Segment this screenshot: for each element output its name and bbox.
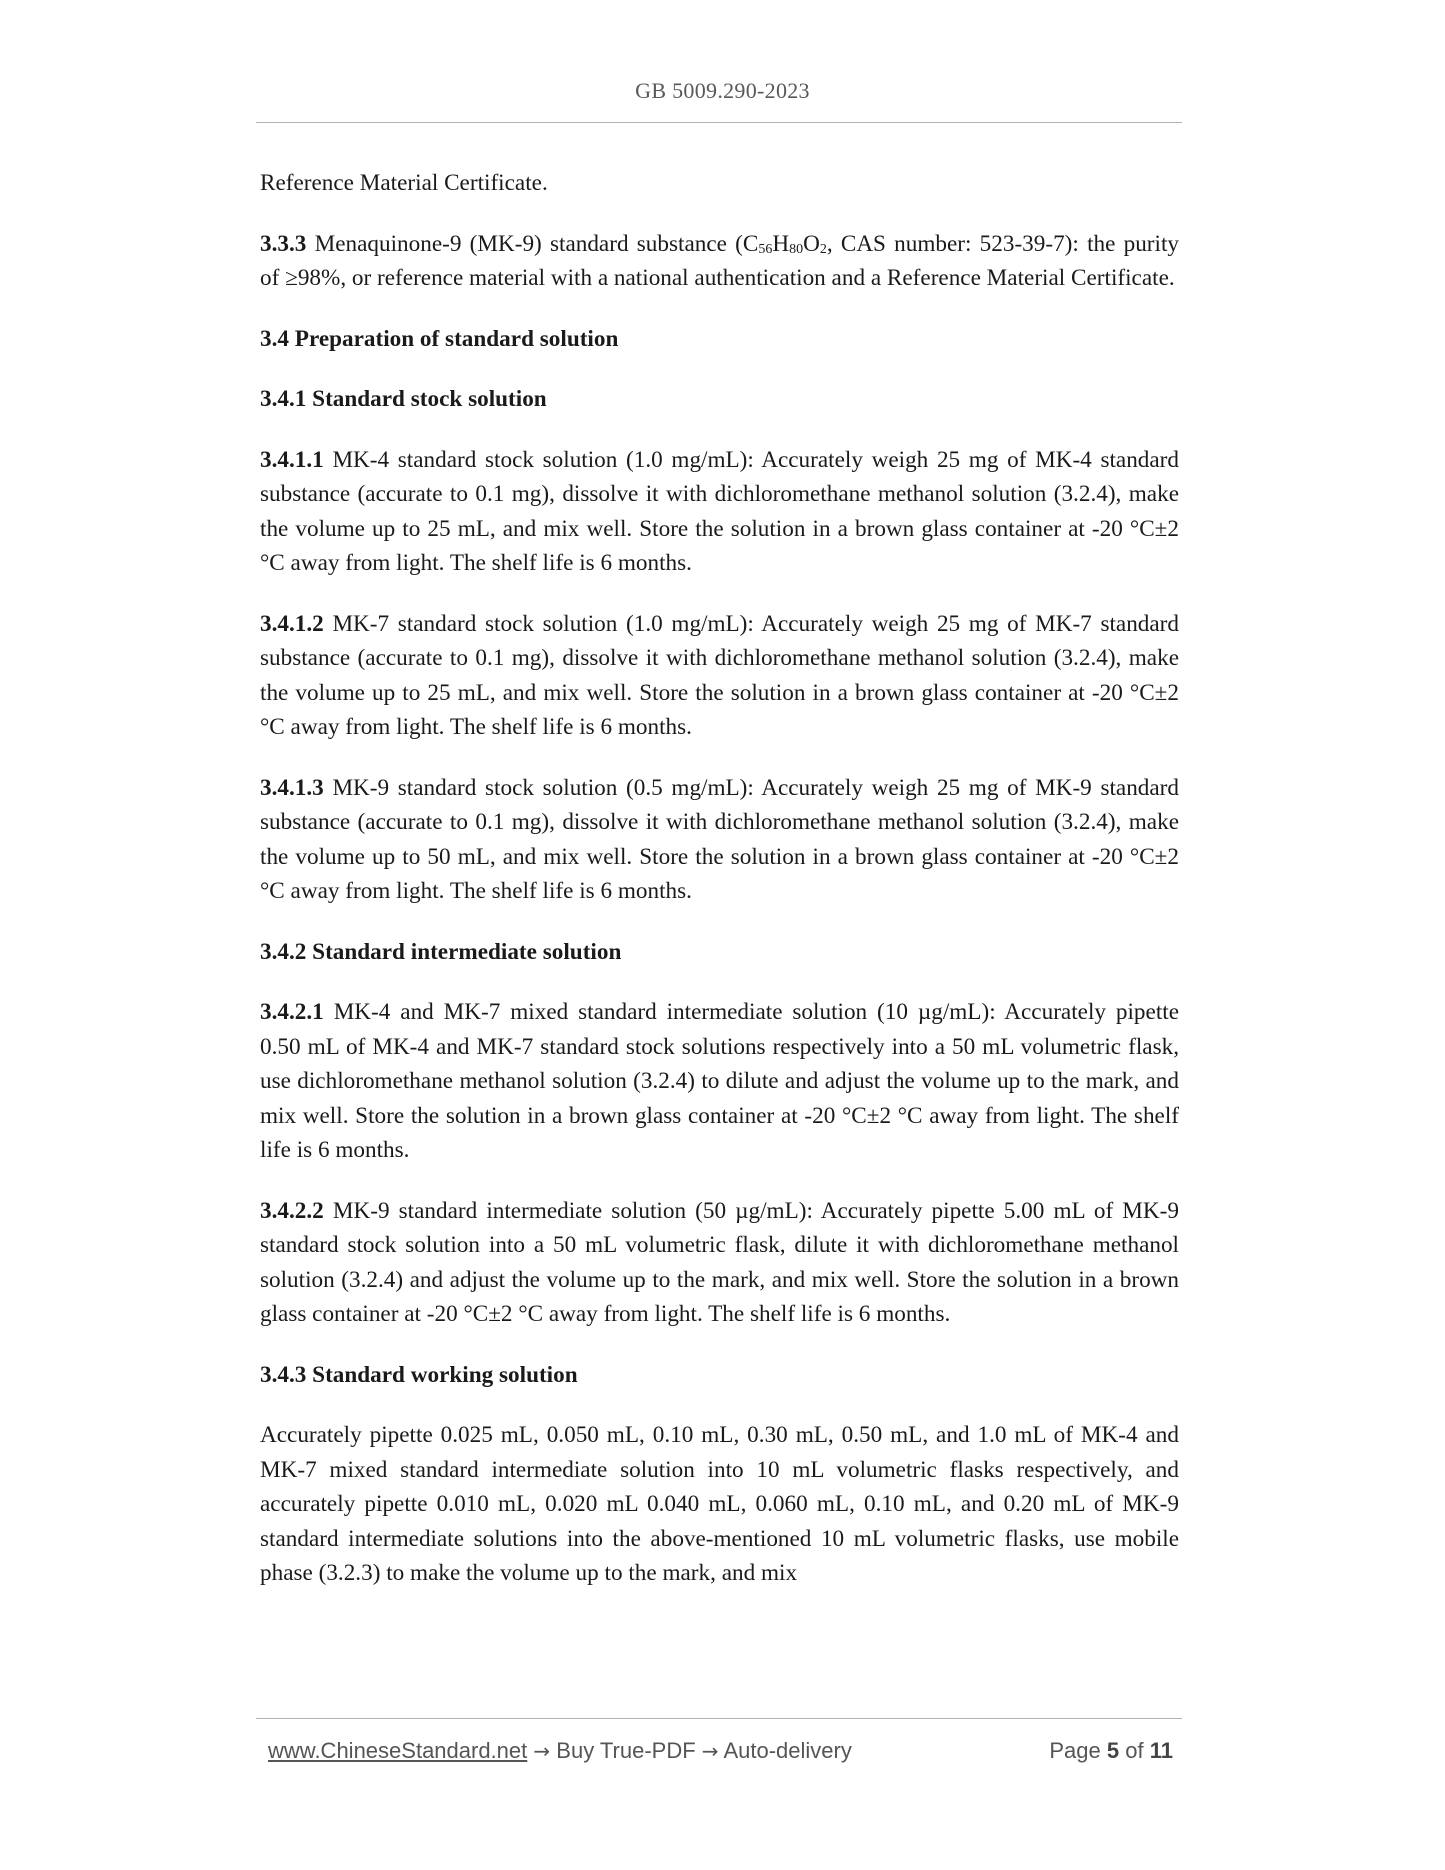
clause-number: 3.4.2.2 bbox=[260, 1197, 324, 1224]
heading-3-4-1: 3.4.1 Standard stock solution bbox=[260, 386, 547, 412]
chinesestandard-link[interactable]: www.ChineseStandard.net bbox=[268, 1738, 528, 1763]
footer-promo bbox=[268, 1738, 852, 1764]
paragraph-3-4-1-2: 3.4.1.2 MK-7 standard stock solution (1.0 mg/mL): Accurately weigh 25 mg of MK-7 standard substance (accurate to 0.1 mg), dissolve it with dichloromethane methanol solution (3.2.4), make the volume up to 25 mL, and mix well. Store the solution in a brown glass container at -20 °C±2 °C away from light. The shelf life is 6 months. bbox=[260, 610, 1179, 740]
page-indicator: Page 5 of 11 bbox=[1049, 1738, 1173, 1763]
clause-number: 3.3.3 bbox=[260, 230, 307, 257]
paragraph-3-4-1-1: 3.4.1.1 MK-4 standard stock solution (1.0 mg/mL): Accurately weigh 25 mg of MK-4 standard substance (accurate to 0.1 mg), dissolve it with dichloromethane methanol solution (3.2.4), make the volume up to 25 mL, and mix well. Store the solution in a brown glass container at -20 °C±2 °C away from light. The shelf life is 6 months. bbox=[260, 446, 1179, 576]
auto-delivery-text: Auto-delivery bbox=[723, 1738, 852, 1763]
page-footer bbox=[268, 1738, 1173, 1772]
paragraph-3-4-2-1: 3.4.2.1 MK-4 and MK-7 mixed standard intermediate solution (10 µg/mL): Accurately pipette 0.50 mL of MK-4 and MK-7 standard stock solutions respectively into a 50 mL volumetric flask, use dichloromethane methanol solution (3.2.4) to dilute and adjust the volume up to the mark, and mix well. Store the solution in a brown glass container at -20 °C±2 °C away from light. The shelf life is 6 months. bbox=[260, 999, 1179, 1163]
clause-number: 3.4.1.3 bbox=[260, 774, 324, 801]
header-divider bbox=[256, 122, 1182, 123]
footer-divider bbox=[256, 1718, 1182, 1719]
arrow-right-icon: → bbox=[533, 1739, 551, 1763]
document-header-title: GB 5009.290-2023 bbox=[635, 78, 810, 103]
clause-number: 3.4.2.1 bbox=[260, 999, 324, 1025]
paragraph-3-3-3: 3.3.3 Menaquinone-9 (MK-9) standard substance ($C_{56}H_{80}O_2$, CAS number: 523-39-7): the purity of ≥98%, or reference material with a national authentication and a Reference Material Certificate. bbox=[260, 230, 1180, 291]
clause-number: 3.4.1.2 bbox=[260, 610, 324, 637]
paragraph-3-4-1-3: 3.4.1.3 MK-9 standard stock solution (0.5 mg/mL): Accurately weigh 25 mg of MK-9 standard substance (accurate to 0.1 mg), dissolve it with dichloromethane methanol solution (3.2.4), make the volume up to 50 mL, and mix well. Store the solution in a brown glass container at -20 °C±2 °C away from light. The shelf life is 6 months. bbox=[260, 774, 1179, 904]
document-body bbox=[260, 166, 1179, 1591]
buy-true-pdf-text: Buy True-PDF bbox=[556, 1738, 696, 1763]
current-page-number: 5 bbox=[1106, 1738, 1120, 1763]
heading-3-4-3: 3.4.3 Standard working solution bbox=[260, 1361, 578, 1388]
paragraph-continuation: Reference Material Certificate. bbox=[260, 170, 548, 196]
arrow-right-icon: → bbox=[701, 1739, 719, 1763]
total-page-count: 11 bbox=[1149, 1738, 1173, 1763]
heading-3-4-2: 3.4.2 Standard intermediate solution bbox=[260, 938, 622, 965]
paragraph-3-4-2-2: 3.4.2.2 MK-9 standard intermediate solution (50 µg/mL): Accurately pipette 5.00 mL of MK-9 standard stock solution into a 50 mL volumetric flask, dilute it with dichloromethane methanol solution (3.2.4) and adjust the volume up to the mark, and mix well. Store the solution in a brown glass container at -20 °C±2 °C away from light. The shelf life is 6 months. bbox=[260, 1197, 1179, 1327]
paragraph-working-solution: Accurately pipette 0.025 mL, 0.050 mL, 0.10 mL, 0.30 mL, 0.50 mL, and 1.0 mL of MK-4 and MK-7 mixed standard intermediate solution into 10 mL volumetric flasks respectively, and accurately pipette 0.010 mL, 0.020 mL 0.040 mL, 0.060 mL, 0.10 mL, and 0.20 mL of MK-9 standard intermediate solutions into the above-mentioned 10 mL volumetric flasks, use mobile phase (3.2.3) to make the volume up to the mark, and mix bbox=[260, 1422, 1179, 1586]
clause-number: 3.4.1.1 bbox=[260, 446, 324, 473]
heading-3-4: 3.4 Preparation of standard solution bbox=[260, 325, 619, 352]
